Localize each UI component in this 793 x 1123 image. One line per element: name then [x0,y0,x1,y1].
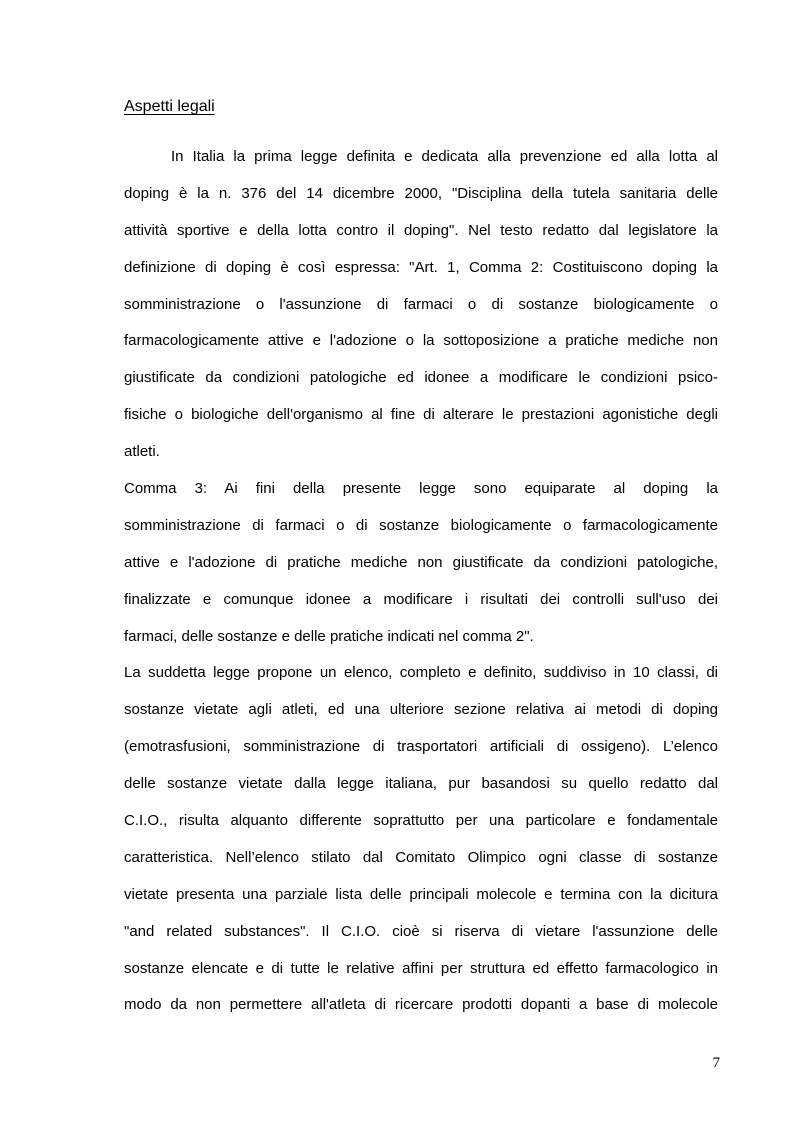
text-line: attività sportive e della lotta contro il doping". Nel testo redatto dal legislatore la [124,221,718,239]
text-line: C.I.O., risulta alquanto differente soprattutto per una particolare e fondamentale [124,812,718,830]
page-number: 7 [712,1055,720,1071]
text-line: vietate presenta una parziale lista delle principali molecole e termina con la dicitura [124,885,718,903]
text-line: farmaci, delle sostanze e delle pratiche indicati nel comma 2". [124,627,534,645]
section-heading: Aspetti legali [124,98,215,115]
text-line: sostanze elencate e di tutte le relative affini per struttura ed effetto farmacologico in [124,959,718,977]
text-line: modo da non permettere all'atleta di ricercare prodotti dopanti a base di molecole [124,996,718,1014]
text-line: somministrazione o l'assunzione di farmaci o di sostanze biologicamente o [124,295,718,313]
text-line: attive e l'adozione di pratiche mediche non giustificate da condizioni patologiche, [124,553,718,571]
text-line: atleti. [124,443,160,461]
text-line: delle sostanze vietate dalla legge italiana, pur basandosi su quello redatto dal [124,775,718,793]
text-line: In Italia la prima legge definita e dedicata alla prevenzione ed alla lotta al [171,148,718,165]
text-line: finalizzate e comunque idonee a modificare i risultati dei controlli sull'uso dei [124,590,718,608]
text-line: fisiche o biologiche dell'organismo al fine di alterare le prestazioni agonistiche degli [124,406,718,424]
body-text [124,143,718,1028]
text-line: sostanze vietate agli atleti, ed una ulteriore sezione relativa ai metodi di doping [124,701,718,719]
text-line: giustificate da condizioni patologiche ed idonee a modificare le condizioni psico- [124,369,718,387]
text-line: (emotrasfusioni, somministrazione di trasportatori artificiali di ossigeno). L’elenco [124,738,718,756]
text-line: farmacologicamente attive e l'adozione o la sottoposizione a pratiche mediche non [124,332,718,350]
text-line: caratteristica. Nell’elenco stilato dal Comitato Olimpico ogni classe di sostanze [124,848,718,866]
text-line: Comma 3: Ai fini della presente legge sono equiparate al doping la [124,480,718,498]
text-line: somministrazione di farmaci o di sostanze biologicamente o farmacologicamente [124,516,718,534]
text-line: definizione di doping è così espressa: "Art. 1, Comma 2: Costituiscono doping la [124,258,718,276]
text-line: doping è la n. 376 del 14 dicembre 2000, "Disciplina della tutela sanitaria delle [124,184,718,202]
text-line: La suddetta legge propone un elenco, completo e definito, suddiviso in 10 classi, di [124,664,718,682]
text-line: "and related substances". Il C.I.O. cioè si riserva di vietare l'assunzione delle [124,922,718,940]
